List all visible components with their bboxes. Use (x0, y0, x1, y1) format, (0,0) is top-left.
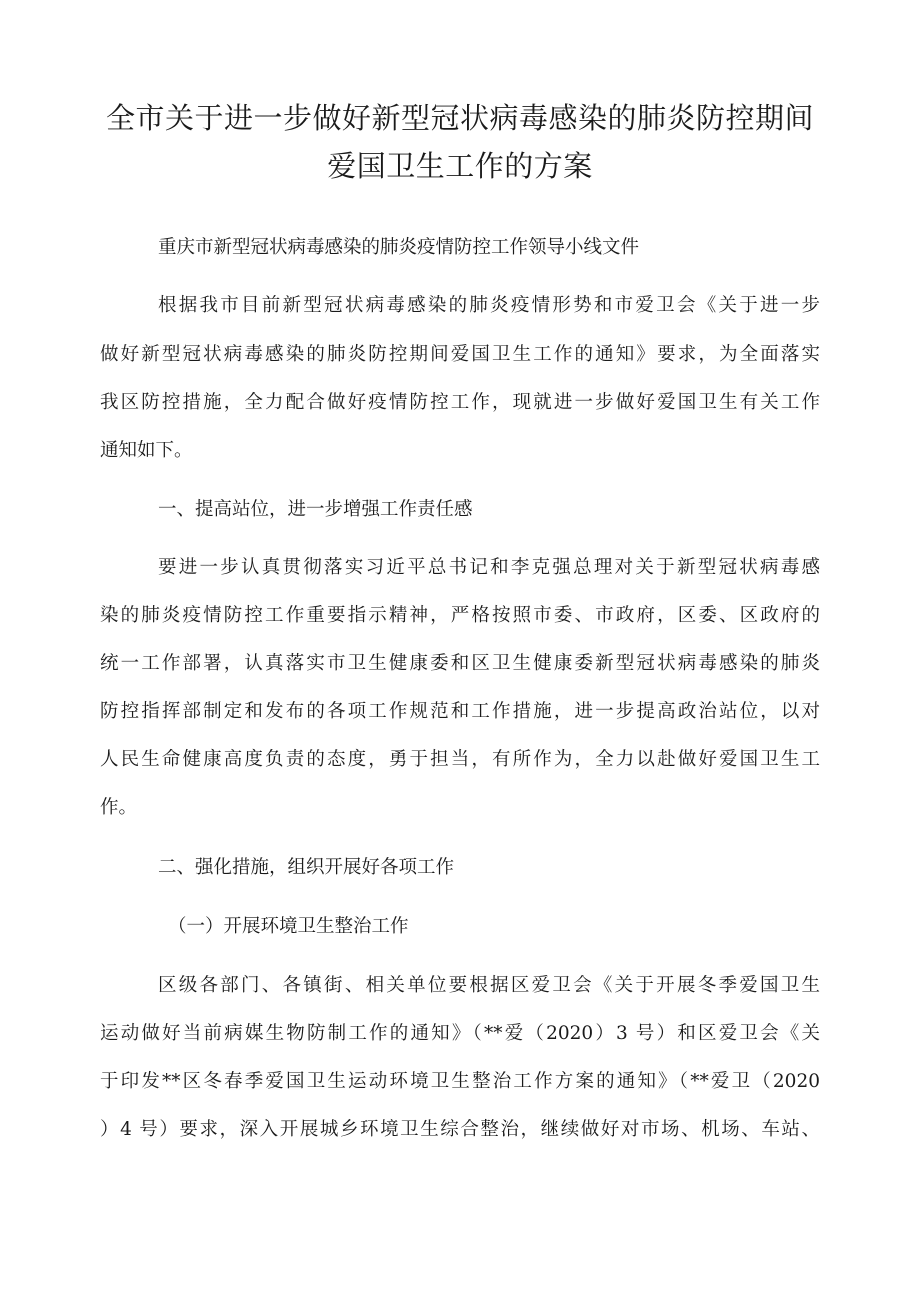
section-1-line-2: 染的肺炎疫情防控工作重要指示精神，严格按照市委、市政府，区委、区政府的 (100, 605, 820, 626)
section-1-line-6: 作。 (100, 797, 138, 818)
intro-line-3: 我区防控措施，全力配合做好疫情防控工作，现就进一步做好爱国卫生有关工作 (100, 392, 820, 413)
section-1-line-1: 要进一步认真贯彻落实习近平总书记和李克强总理对关于新型冠状病毒感 (158, 557, 820, 578)
section-2-sub-1-line-3: 于印发**区冬春季爱国卫生运动环境卫生整治工作方案的通知》（**爱卫（2020 (100, 1071, 820, 1092)
issuer-line: 重庆市新型冠状病毒感染的肺炎疫情防控工作领导小线文件 (158, 237, 640, 258)
document-title-line-2: 爱国卫生工作的方案 (327, 149, 593, 183)
section-2-heading: 二、强化措施，组织开展好各项工作 (158, 857, 455, 878)
section-1-line-4: 防控指挥部制定和发布的各项工作规范和工作措施，进一步提高政治站位，以对 (100, 701, 820, 722)
section-2-sub-1-line-4: ）4 号）要求，深入开展城乡环境卫生综合整治，继续做好对市场、机场、车站、 (100, 1119, 820, 1140)
section-1-heading: 一、提高站位，进一步增强工作责任感 (158, 499, 473, 520)
intro-line-2: 做好新型冠状病毒感染的肺炎防控期间爱国卫生工作的通知》要求，为全面落实 (100, 344, 820, 365)
intro-line-1: 根据我市目前新型冠状病毒感染的肺炎疫情形势和市爱卫会《关于进一步 (158, 295, 820, 316)
section-1-line-5: 人民生命健康高度负责的态度，勇于担当，有所作为，全力以赴做好爱国卫生工 (100, 749, 820, 770)
section-1-line-3: 统一工作部署，认真落实市卫生健康委和区卫生健康委新型冠状病毒感染的肺炎 (100, 653, 820, 674)
section-2-sub-1-line-1: 区级各部门、各镇街、相关单位要根据区爱卫会《关于开展冬季爱国卫生 (158, 975, 820, 996)
section-2-sub-1-line-2: 运动做好当前病媒生物防制工作的通知》（**爱（2020）3 号）和区爱卫会《关 (100, 1023, 820, 1044)
section-2-sub-1-heading: （一）开展环境卫生整治工作 (168, 916, 409, 937)
document-title-line-1: 全市关于进一步做好新型冠状病毒感染的肺炎防控期间 (105, 101, 814, 135)
intro-line-4: 通知如下。 (100, 440, 193, 461)
